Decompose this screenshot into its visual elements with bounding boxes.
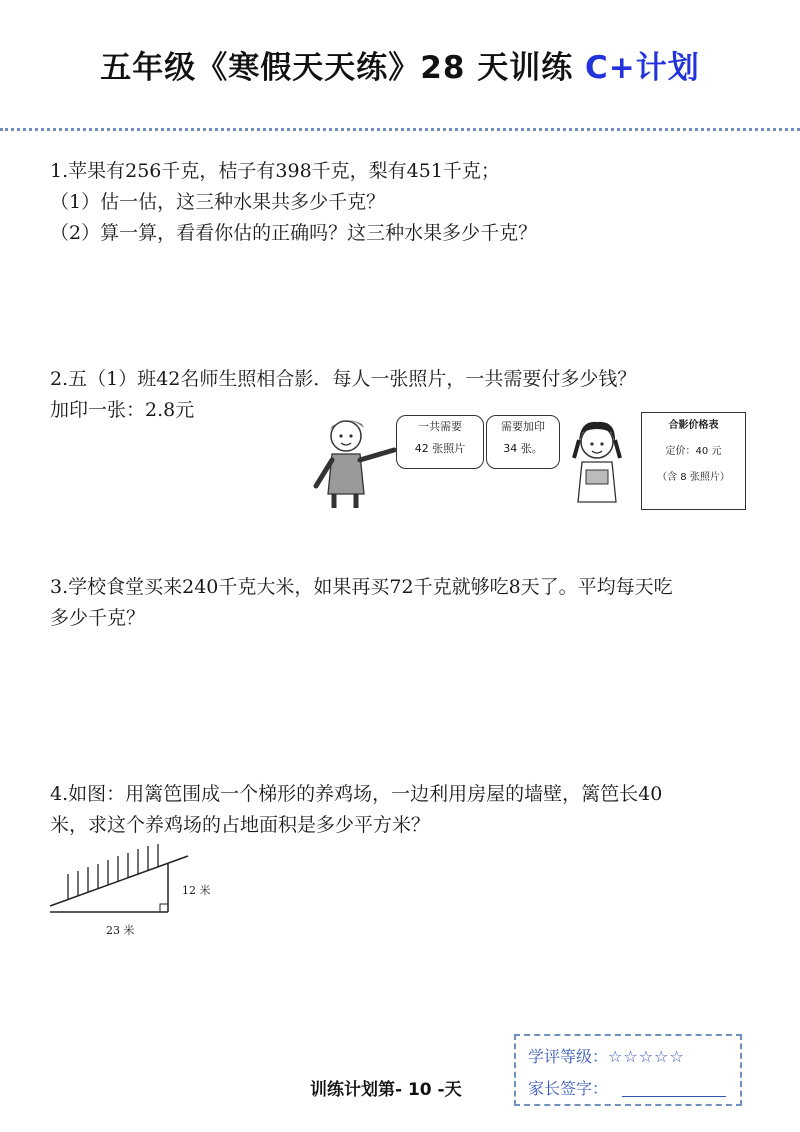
page-title-plan: C+计划 [585,50,700,86]
diagram-height-label: 12 米 [182,884,211,897]
question-4-line-2: 米，求这个养鸡场的占地面积是多少平方米？ [50,814,431,836]
question-2-line-2: 加印一张：2.8元 [50,399,195,421]
price-card [641,412,746,510]
question-4 [50,779,770,841]
bubble-girl-line-1: 需要加印 [501,420,545,433]
boy-figure [308,410,398,510]
question-4-line-1: 4.如图：用篱笆围成一个梯形的养鸡场，一边利用房屋的墙壁，篱笆长40 [50,783,663,805]
evaluation-sign-row [528,1076,608,1099]
evaluation-box [514,1034,742,1106]
question-1 [50,156,537,249]
price-card-heading: 合影价格表 [668,420,719,431]
page-title-main: 五年级《寒假天天练》28 天训练 [100,50,585,86]
question-2-line-1: 2.五（1）班42名师生照相合影．每人一张照片，一共需要付多少钱？ [50,368,637,390]
speech-bubble-boy [396,415,484,469]
evaluation-grade-row [528,1044,685,1067]
question-1-line-3: （2）算一算，看看你估的正确吗？这三种水果多少千克？ [50,222,538,244]
photo-illustration [308,410,748,518]
bubble-girl-line-2: 34 张。 [503,442,543,455]
trapezoid-diagram [48,842,248,942]
question-3-line-2: 多少千克？ [50,607,146,629]
grade-label: 学评等级： [528,1047,609,1066]
question-1-line-1: 1.苹果有256千克，桔子有398千克，梨有451千克； [50,160,500,182]
dotted-divider [0,128,800,131]
fence-drawing [48,842,248,942]
question-3 [50,572,770,634]
question-1-line-2: （1）估一估，这三种水果共多少千克？ [50,191,386,213]
speech-bubble-girl [486,415,560,469]
bubble-boy-line-1: 一共需要 [418,420,462,433]
diagram-base-label: 23 米 [106,924,135,937]
signature-line[interactable] [622,1096,726,1097]
question-3-line-1: 3.学校食堂买来240千克大米，如果再买72千克就够吃8天了。平均每天吃 [50,576,673,598]
star-rating[interactable]: ☆☆☆☆☆ [608,1047,685,1066]
parent-sign-label: 家长签字： [528,1079,609,1098]
price-card-note: （含 8 张照片） [657,472,730,483]
page-number-label: 训练计划第- 10 -天 [310,1080,462,1100]
bubble-boy-line-2: 42 张照片 [414,442,466,455]
price-card-price: 定价：40 元 [665,446,722,457]
page-title [0,42,800,87]
girl-figure [564,414,630,510]
